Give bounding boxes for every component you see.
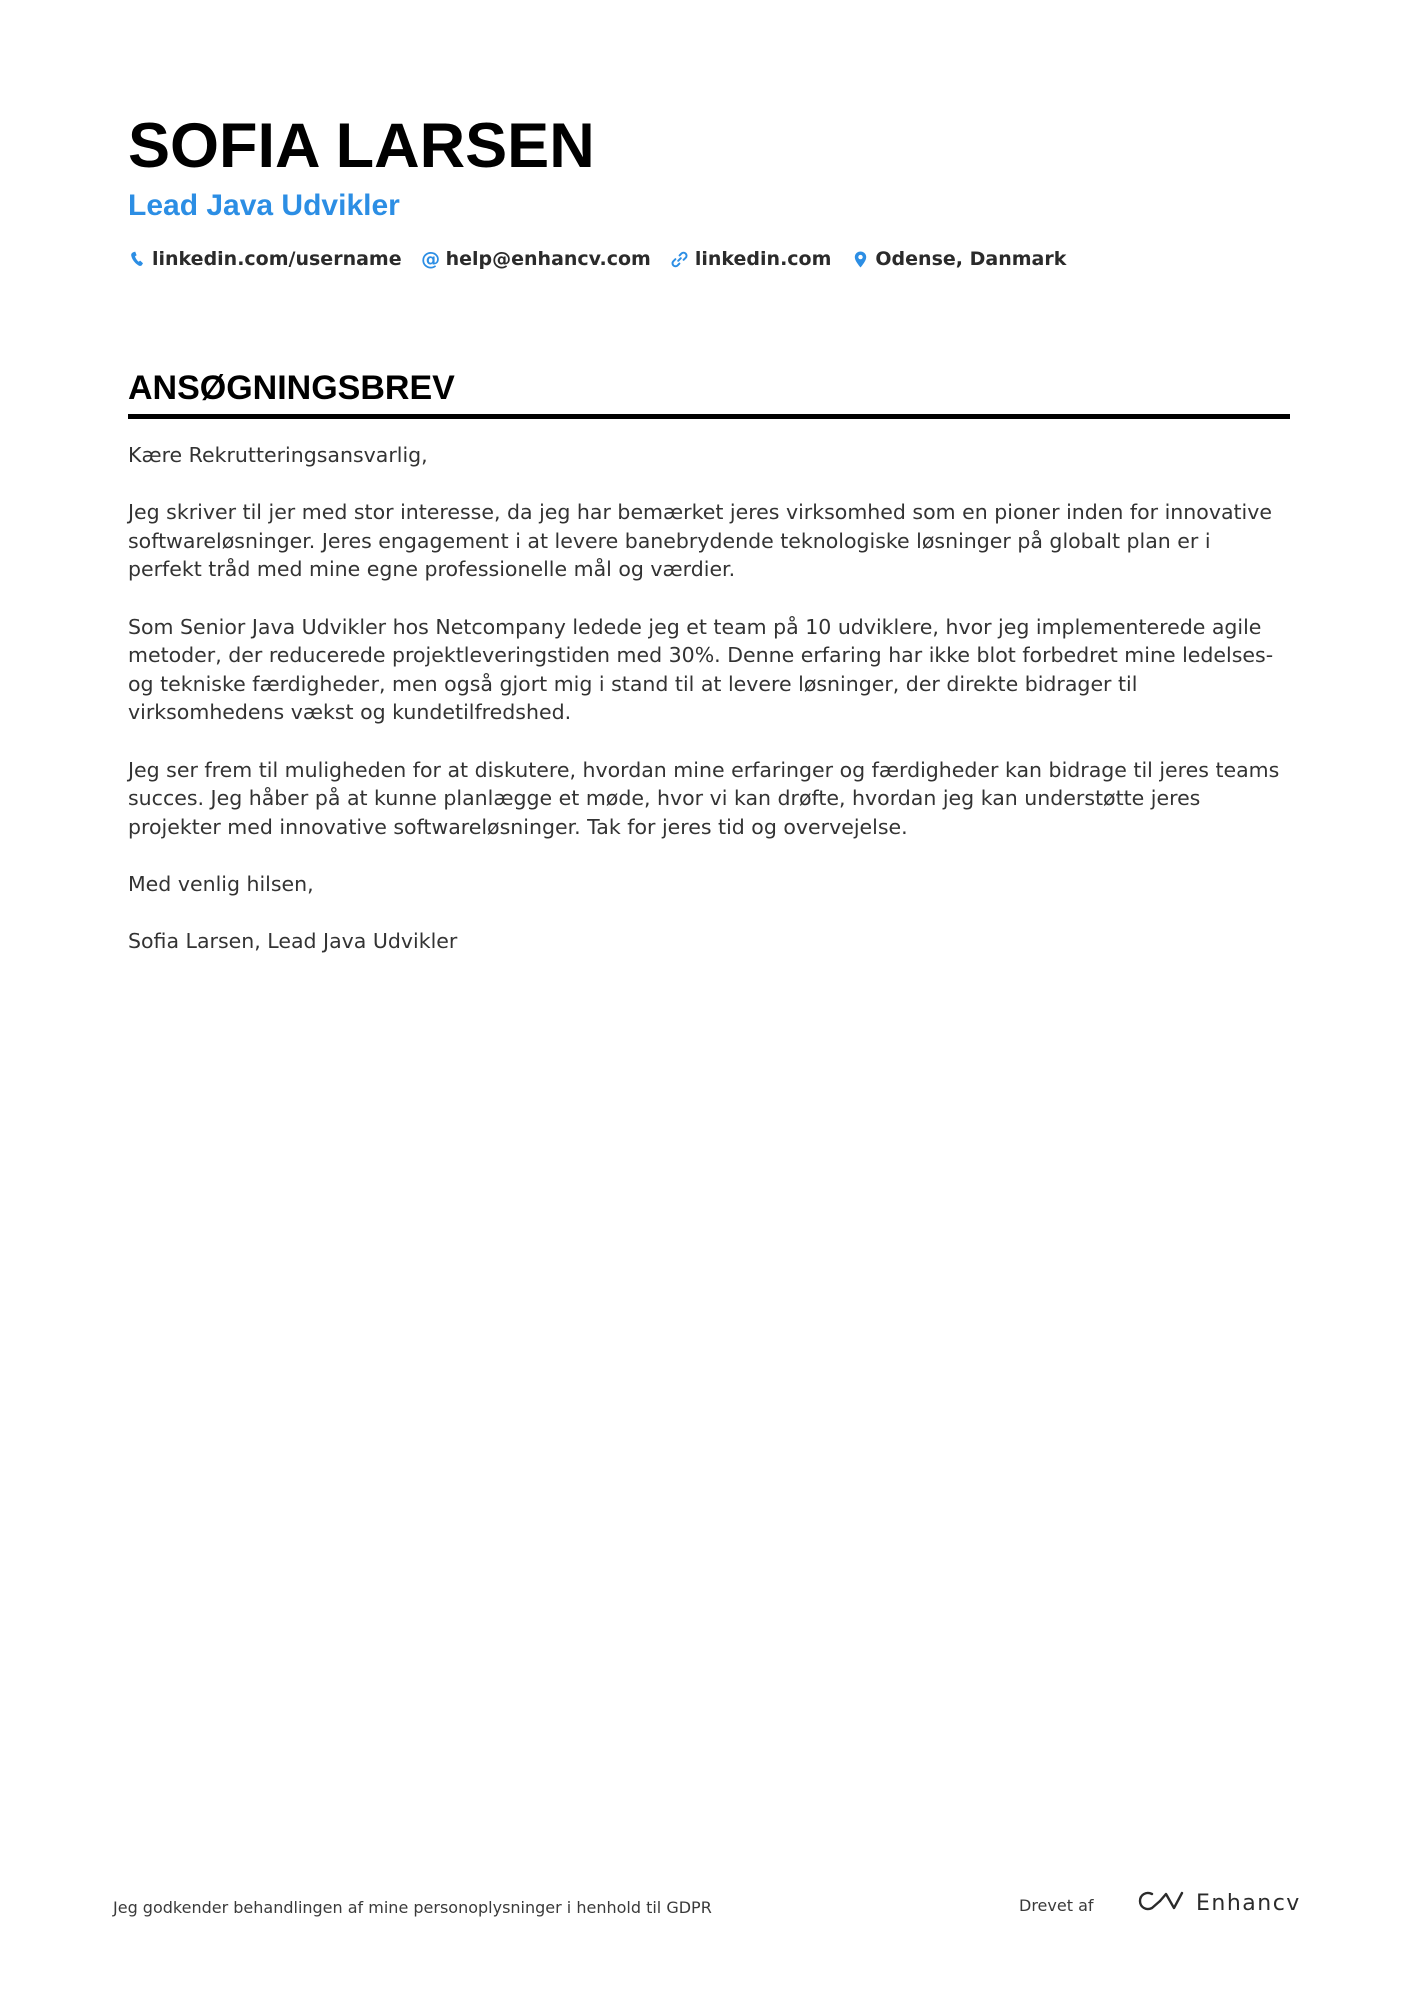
letter-paragraph: Jeg skriver til jer med stor interesse, da jeg har bemærket jeres virksomhed som en pioner inden for innovative softwareløsninger. Jeres engagement i at levere banebrydende teknologiske løsninger på globalt plan er i perfekt tråd med mine egne professionelle mål og værdier. xyxy=(128,500,1272,582)
footer xyxy=(113,1888,1301,1928)
gdpr-consent-text: Jeg godkender behandlingen af mine personoplysninger i henhold til GDPR xyxy=(113,1898,712,1917)
at-icon: @ xyxy=(421,248,441,270)
contact-email[interactable] xyxy=(422,248,651,270)
powered-by-label: Drevet af xyxy=(1019,1896,1094,1915)
contact-phone[interactable] xyxy=(128,248,402,270)
contact-email-text: help@enhancv.com xyxy=(445,248,651,270)
section-title: ANSØGNINGSBREV xyxy=(128,366,1290,419)
letter-paragraph: Jeg ser frem til muligheden for at diskutere, hvordan mine erfaringer og færdigheder kan bidrage til jeres teams succes. Jeg håber på at kunne planlægge et møde, hvor vi kan drøfte, hvordan jeg kan understøtte jeres projekter med innovative softwareløsninger. Tak for jeres tid og overvejelse. xyxy=(128,757,1280,839)
letter-closing: Med venlig hilsen, xyxy=(128,871,314,896)
cover-letter-section xyxy=(128,366,1290,984)
letter-body xyxy=(128,441,1290,956)
letter-paragraph: Som Senior Java Udvikler hos Netcompany ledede jeg et team på 10 udviklere, hvor jeg implementerede agile metoder, der reducerede projektleveringstiden med 30%. Denne erfaring har ikke blot forbedret mine ledelses- og tekniske færdigheder, men også gjort mig i stand til at levere løsninger, der direkte bidrager til virksomhedens vækst og kundetilfredshed. xyxy=(128,614,1274,725)
candidate-name: SOFIA LARSEN xyxy=(128,111,595,181)
brand-logo[interactable] xyxy=(1138,1888,1301,1918)
job-title: Lead Java Udvikler xyxy=(128,189,400,222)
contact-location-text: Odense, Danmark xyxy=(875,248,1067,270)
header xyxy=(128,108,1288,270)
link-icon xyxy=(671,249,689,269)
letter-greeting: Kære Rekrutteringsansvarlig, xyxy=(128,443,428,467)
phone-icon xyxy=(128,249,146,269)
letter-signature: Sofia Larsen, Lead Java Udvikler xyxy=(128,929,458,954)
enhancv-logo-icon xyxy=(1138,1889,1184,1917)
contact-link[interactable] xyxy=(671,248,832,270)
contact-phone-text: linkedin.com/username xyxy=(152,248,402,270)
contact-link-text: linkedin.com xyxy=(694,248,832,270)
location-pin-icon xyxy=(851,249,869,269)
contact-location xyxy=(851,248,1066,270)
contact-list xyxy=(128,248,1288,270)
brand-name: Enhancv xyxy=(1196,1890,1301,1916)
